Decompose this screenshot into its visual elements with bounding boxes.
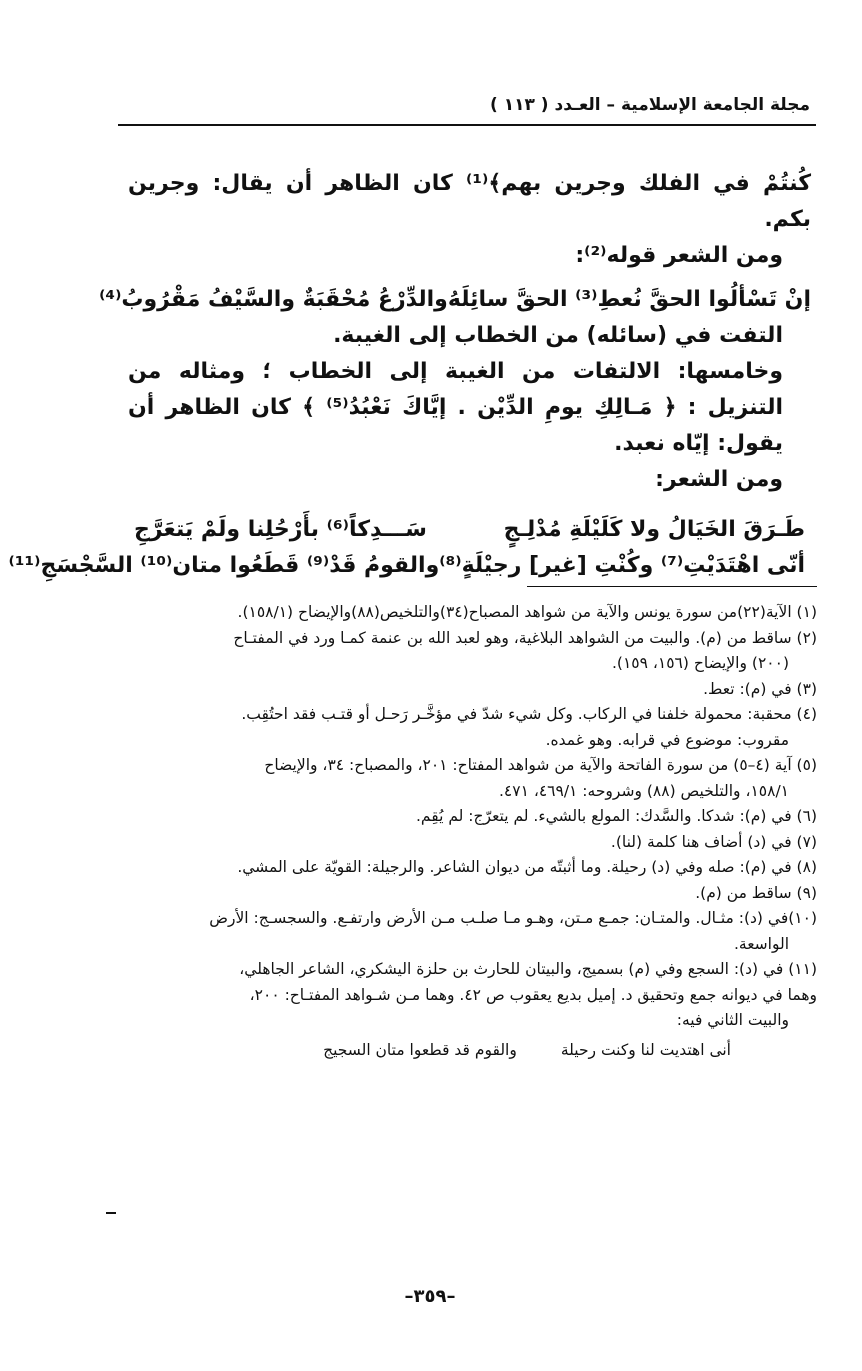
paragraph-1: كُنتُمْ في الفلك وجرين بهم﴾⁽¹⁾ كان الظاهر أن يقال: وجرين بكم. <box>128 171 812 232</box>
paragraph-2: ومن الشعر قوله⁽²⁾: <box>575 243 783 268</box>
verse-2-hemistich-1: طَـرَقَ الخَيَالُ ولا كَلَيْلَةِ مُدْلِـجٍ <box>503 517 805 542</box>
footnote-10: (١٠)في (د): مثـال. والمتـان: جمـع مـتن، وهـو مـا صلـب مـن الأرض وارتفـع. والسجسـج: الأرض <box>209 909 817 927</box>
paragraph-5: ومن الشعر: <box>655 467 783 492</box>
verse-1 <box>99 282 811 318</box>
footnote-verse-hemistich-2: والقوم قد قطعوا متان السجيج <box>323 1040 517 1059</box>
footnote-2: (٢) ساقط من (م). والبيت من الشواهد البلاغية، وهو لعبد الله بن عنمة كمـا ورد في المفتـاح <box>233 628 817 647</box>
footnote-10-continued: الواسعة. <box>733 934 789 953</box>
footnote-7: (٧) في (د) أضاف هنا كلمة (لنا). <box>610 832 817 851</box>
footnote-4: (٤) محقبة: محمولة خلفنا في الركاب. وكل شيء شدّ في مؤخَّـر رَحـل أو قتـب فقد احتُقِب. <box>241 705 817 723</box>
footnote-11: (١١) في (د): السجع وفي (م) بسميج، والبيتان للحارث بن حلزة اليشكري، الشاعر الجاهلي، <box>239 960 817 978</box>
verse-3-hemistich-2: والقومُ قَدْ⁽⁹⁾ قَطَعُوا متان⁽¹⁰⁾ السَّجْسَجِ⁽¹¹⁾ <box>8 553 440 578</box>
footnote-5-continued: ١٥٨/١، والتلخيص (٨٨) وشروحه: ٤٦٩/١، ٤٧١. <box>498 781 789 800</box>
footnote-11-line-2: وهما في ديوانه جمع وتحقيق د. إميل بديع يعقوب ص ٤٢. وهما مـن شـواهد المفتـاح: ٢٠٠، <box>249 985 817 1004</box>
footnote-8: (٨) في (م): صله وفي (د) رحيلة. وما أثبتّه من ديوان الشاعر. والرجيلة: القويّة على المشي. <box>237 858 817 876</box>
footnote-1: (١) الآية(٢٢)من سورة يونس والآية من شواهد المصباح(٣٤)والتلخيص(٨٨)والإيضاح (١٥٨/١). <box>237 603 817 621</box>
verse-3-hemistich-1: أنّى اهْتَدَيْتِ⁽⁷⁾ وكُنْتِ [غير] رجيْلَةٍ⁽⁸⁾ <box>439 553 805 578</box>
running-header: مجلة الجامعة الإسلامية – العـدد ( ١١٣ ) <box>490 95 810 115</box>
footnote-3: (٣) في (م): تعط. <box>703 679 817 698</box>
footnotes <box>112 600 817 1063</box>
verse-1-hemistich-2: والدِّرْعُ مُحْقَبَةٌ والسَّيْفُ مَقْرُوبُ⁽⁴⁾ <box>99 287 448 312</box>
header-rule <box>118 124 816 126</box>
footnote-9: (٩) ساقط من (م). <box>695 883 817 902</box>
footnote-verse-hemistich-1: أنى اهتديت لنا وكنت رحيلة <box>560 1040 731 1059</box>
verse-2 <box>128 512 811 548</box>
paragraph-4: وخامسها: الالتفات من الغيبة إلى الخطاب ؛ ومثاله من التنزيل : ﴿ مَـالِكِ يومِ الدِّيْن . إيَّاكَ نَعْبُدُ⁽⁵⁾ ﴾ كان الظاهر أن يقول: إيّاه نعبد. <box>128 359 783 456</box>
verse-2-hemistich-2: سَـــدِكاً⁽⁶⁾ بأَرْحُلِنا ولَمْ يَتعَرَّجِ <box>134 517 427 542</box>
page-number: –٣٥٩– <box>404 1286 456 1307</box>
footnote-2-continued: (٢٠٠) والإيضاح (١٥٦، ١٥٩). <box>611 654 789 672</box>
footnote-4-continued: مقروب: موضوع في قرابه. وهو غمده. <box>545 730 789 749</box>
main-text <box>8 166 812 584</box>
paragraph-3: التفت في (سائله) من الخطاب إلى الغيبة. <box>333 323 783 348</box>
footnote-5: (٥) آية (٤–٥) من سورة الفاتحة والآية من شواهد المفتاح: ٢٠١، والمصباح: ٣٤، والإيضاح <box>264 756 817 774</box>
footnote-verse <box>112 1038 817 1064</box>
footnote-6: (٦) في (م): شدكا. والسَّدك: المولع بالشيء. لم يتعرّج: لم يُقِم. <box>416 807 817 825</box>
footnote-rule <box>527 586 817 587</box>
footnote-11-line-3: والبيت الثاني فيه: <box>676 1011 789 1029</box>
verse-3 <box>8 548 811 584</box>
verse-1-hemistich-1: إنْ تَسْألُوا الحقَّ نُعطِ⁽³⁾ الحقَّ سائِلَهُ <box>447 287 811 312</box>
dash-mark <box>106 1212 116 1216</box>
